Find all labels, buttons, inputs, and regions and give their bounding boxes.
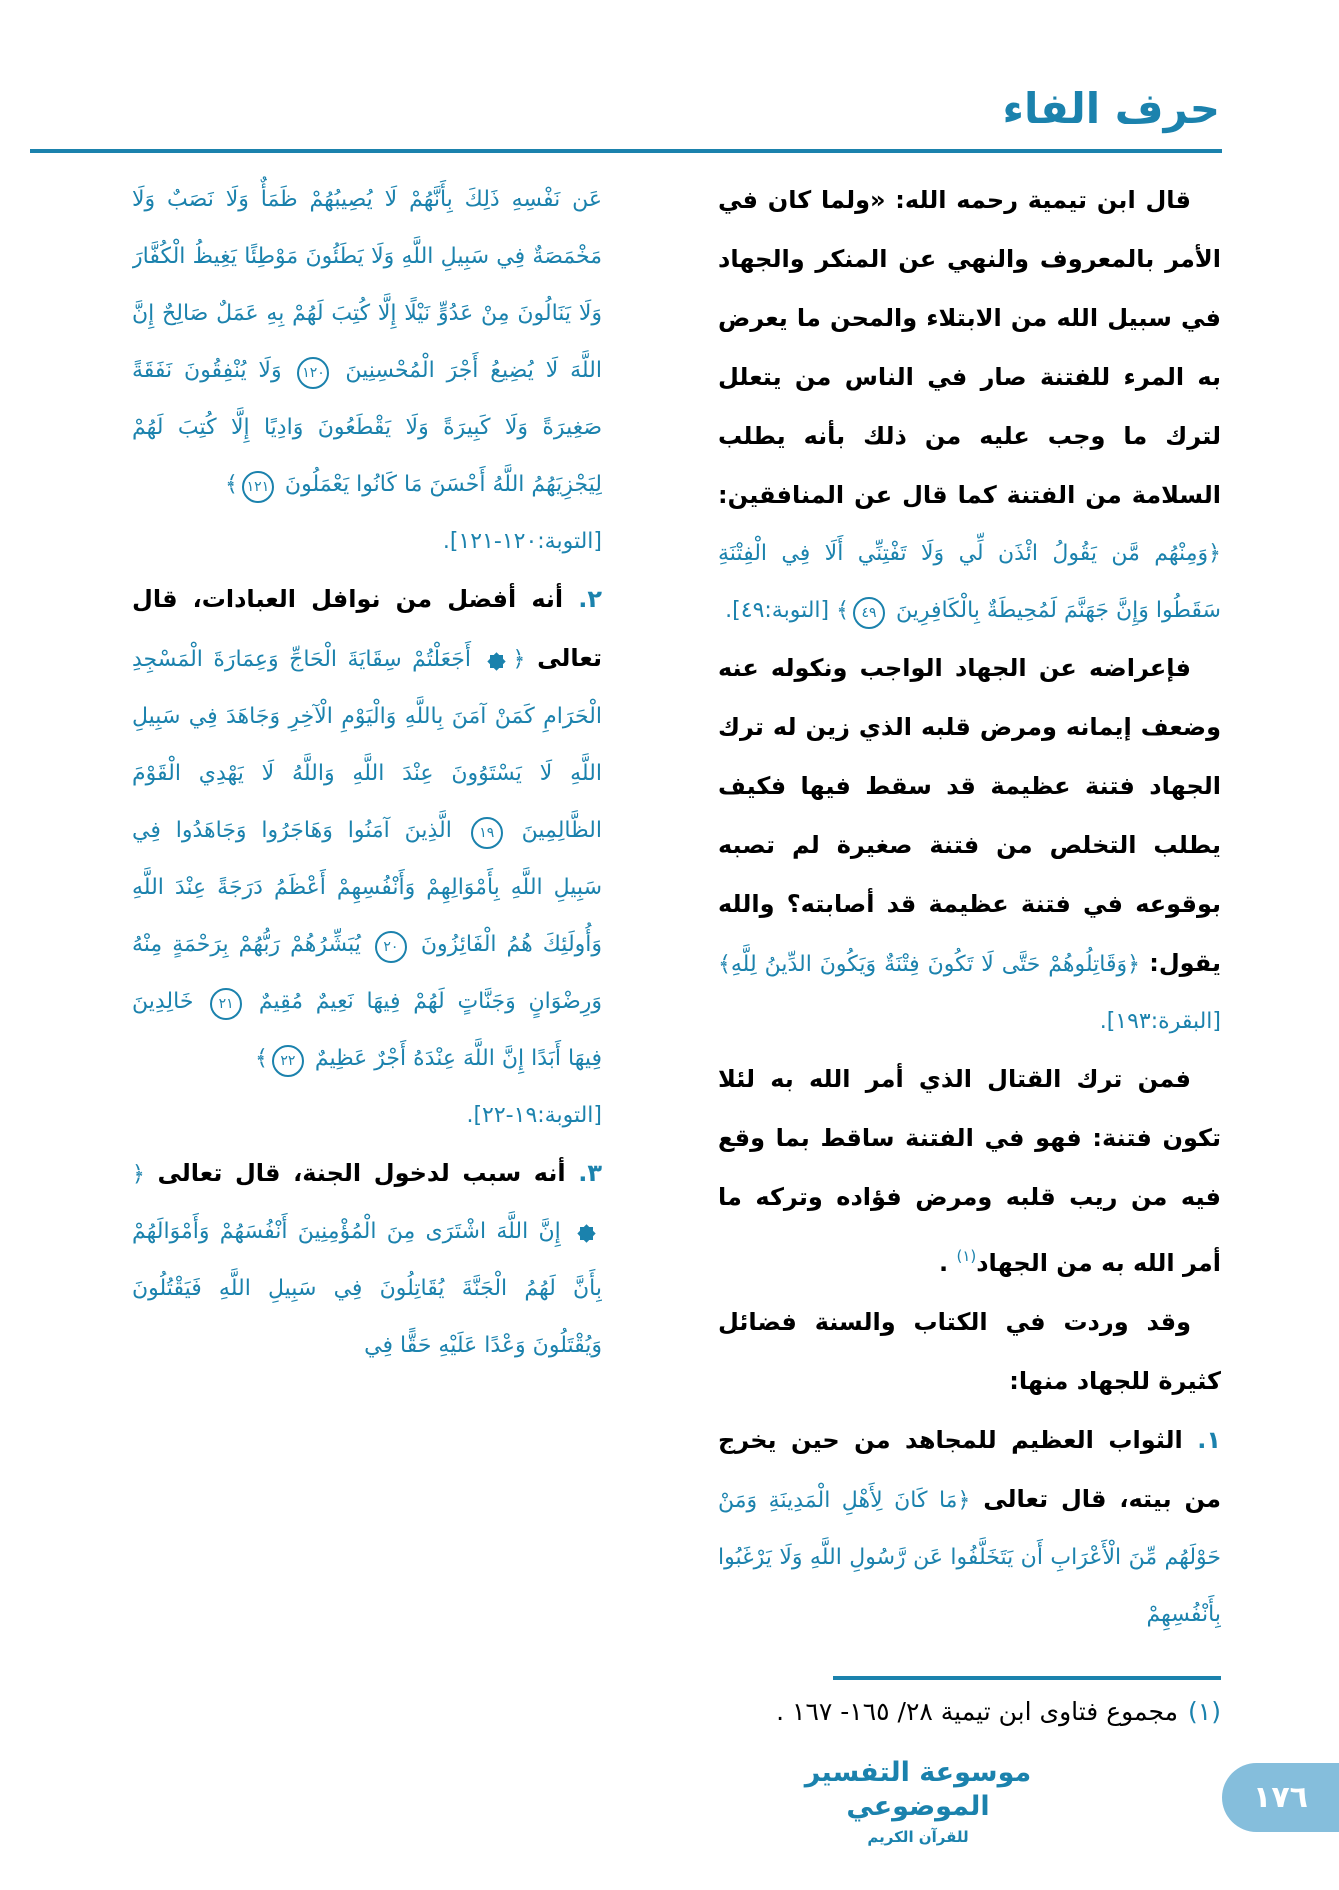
body-text: فإعراضه عن الجهاد الواجب ونكوله عنه وضعف إيمانه ومرض قلبه الذي زين له ترك الجهاد فتنة عظيمة قد سقط فيها فكيف يطلب التخلص من فتنة صغيرة لم تصبه بوقوعه في فتنة عظيمة قد أصابته؟ والله يقول:: [718, 654, 1221, 977]
paragraph: [718, 640, 1221, 1051]
logo-subtitle: للقرآن الكريم: [867, 1828, 969, 1846]
quran-text: ﴿وَقَاتِلُوهُمْ حَتَّى لَا تَكُونَ فِتْنَةٌ وَيَكُونَ الدِّينُ لِلَّهِ﴾: [718, 952, 1140, 977]
quran-verse: [132, 172, 602, 514]
list-number: ٣.: [565, 1159, 602, 1187]
quran-text: يُبَشِّرُهُمْ رَبُّهُمْ بِرَحْمَةٍ مِنْهُ وَرِضْوَانٍ وَجَنَّاتٍ لَهُمْ فِيهَا نَعِيمٌ مُقِيمٌ: [132, 932, 602, 1014]
section-header-title: حرف الفاء: [1002, 84, 1220, 133]
verse-reference-line: [132, 514, 602, 571]
paragraph: [718, 1051, 1221, 1294]
column-left: [132, 172, 602, 1644]
ayah-number-badge: ١٢٠: [297, 357, 329, 389]
ayah-number-badge: ٢٢: [272, 1045, 304, 1077]
body-text: قال ابن تيمية رحمه الله: «ولما كان في الأمر بالمعروف والنهي عن المنكر والجهاد في سبيل الله من الابتلاء والمحن ما يعرض به المرء للفتنة صار في الناس من يتعلل لترك ما وجب عليه من ذلك بأنه يطلب السلامة من الفتنة كما قال عن المنافقين:: [718, 186, 1221, 509]
quran-text: ﴿: [132, 1162, 145, 1187]
verse-reference: [التوبة:١٩-٢٢].: [466, 1103, 602, 1128]
page-number-tab: [1222, 1763, 1339, 1832]
body-text: وقد وردت في الكتاب والسنة فضائل كثيرة للجهاد منها:: [718, 1308, 1221, 1395]
list-number: ١.: [1182, 1426, 1221, 1454]
ayah-number-badge: ٢١: [210, 988, 242, 1020]
verse-reference-line: [132, 1088, 602, 1145]
publisher-logo: [738, 1756, 1098, 1846]
two-column-text: [132, 172, 1221, 1644]
quran-text: ﴾: [225, 472, 238, 497]
ayah-number-badge: ٢٠: [375, 931, 407, 963]
quran-text: عَن نَفْسِهِ ذَلِكَ بِأَنَّهُمْ لَا يُصِيبُهُمْ ظَمَأٌ وَلَا نَصَبٌ وَلَا مَخْمَصَةٌ فِي سَبِيلِ اللَّهِ وَلَا يَطَئُونَ مَوْطِئًا يَغِيظُ الْكُفَّارَ وَلَا يَنَالُونَ مِنْ عَدُوٍّ نَيْلًا إِلَّا كُتِبَ لَهُمْ بِهِ عَمَلٌ صَالِحٌ إِنَّ اللَّهَ لَا يُضِيعُ أَجْرَ الْمُحْسِنِينَ: [132, 187, 602, 383]
rub-el-hizb-icon: [578, 1225, 595, 1242]
footnote-marker: (١): [1188, 1697, 1221, 1726]
quran-text: خَالِدِينَ فِيهَا أَبَدًا إِنَّ اللَّهَ عِنْدَهُ أَجْرٌ عَظِيمٌ: [132, 989, 602, 1071]
quran-text: ﴿: [512, 647, 526, 672]
verse-reference: [التوبة:٤٩].: [725, 598, 837, 623]
footnote-ref: (١): [956, 1247, 977, 1265]
footnote: [621, 1694, 1221, 1730]
verse-reference: [التوبة:١٢٠-١٢١].: [442, 529, 602, 554]
body-text: .: [938, 1249, 957, 1277]
body-text: أنه أفضل من نوافل العبادات، قال تعالى: [132, 585, 602, 672]
page-number: ١٧٦: [1253, 1780, 1308, 1815]
logo-title: موسوعة التفسير الموضوعي: [804, 1757, 1032, 1822]
quran-text: أَجَعَلْتُمْ سِقَايَةَ الْحَاجِّ وَعِمَارَةَ الْمَسْجِدِ الْحَرَامِ كَمَنْ آمَنَ بِاللَّهِ وَالْيَوْمِ الْآخِرِ وَجَاهَدَ فِي سَبِيلِ اللَّهِ لَا يَسْتَوُونَ عِنْدَ اللَّهِ وَاللَّهُ لَا يَهْدِي الْقَوْمَ الظَّالِمِينَ: [132, 647, 602, 843]
footnote-text: مجموع فتاوى ابن تيمية ٢٨/ ١٦٥- ١٦٧ .: [776, 1697, 1179, 1726]
list-number: ٢.: [563, 585, 602, 613]
list-item: [718, 1412, 1221, 1644]
list-item: [132, 1145, 602, 1375]
paragraph: [718, 172, 1221, 640]
quran-text: الَّذِينَ آمَنُوا وَهَاجَرُوا وَجَاهَدُوا فِي سَبِيلِ اللَّهِ بِأَمْوَالِهِمْ وَأَنْفُسِهِمْ أَعْظَمُ دَرَجَةً عِنْدَ اللَّهِ وَأُولَئِكَ هُمُ الْفَائِزُونَ: [132, 818, 602, 957]
ayah-number-badge: ٤٩: [853, 597, 885, 629]
quran-text: ﴾: [254, 1046, 268, 1071]
ayah-number-badge: ١٢١: [242, 471, 274, 503]
quran-text: ﴿وَمِنْهُم مَّن يَقُولُ ائْذَن لِّي وَلَا تَفْتِنِّي أَلَا فِي الْفِتْنَةِ سَقَطُوا وَإِنَّ جَهَنَّمَ لَمُحِيطَةٌ بِالْكَافِرِينَ: [718, 541, 1221, 623]
footnote-separator: [833, 1676, 1221, 1680]
quran-text: ﴿مَا كَانَ لِأَهْلِ الْمَدِينَةِ وَمَنْ حَوْلَهُم مِّنَ الْأَعْرَابِ أَن يَتَخَلَّفُوا عَن رَّسُولِ اللَّهِ وَلَا يَرْغَبُوا بِأَنْفُسِهِمْ: [718, 1488, 1221, 1627]
paragraph: [718, 1294, 1221, 1412]
rub-el-hizb-icon: [488, 653, 505, 670]
body-text: الثواب العظيم للمجاهد من حين يخرج من بيته، قال تعالى: [718, 1426, 1221, 1513]
quran-text: وَلَا يُنْفِقُونَ نَفَقَةً صَغِيرَةً وَلَا كَبِيرَةً وَلَا يَقْطَعُونَ وَادِيًا إِلَّا كُتِبَ لَهُمْ لِيَجْزِيَهُمُ اللَّهُ أَحْسَنَ مَا كَانُوا يَعْمَلُونَ: [132, 358, 602, 497]
header-rule: [30, 149, 1222, 153]
quran-text: ﴾: [836, 598, 850, 623]
verse-reference: [البقرة:١٩٣].: [1099, 1009, 1221, 1034]
body-text: فمن ترك القتال الذي أمر الله به لئلا تكون فتنة: فهو في الفتنة ساقط بما وقع فيه من ريب قلبه ومرض فؤاده وتركه ما أمر الله به من الجهاد: [718, 1065, 1221, 1277]
quran-text: إِنَّ اللَّهَ اشْتَرَى مِنَ الْمُؤْمِنِينَ أَنْفُسَهُمْ وَأَمْوَالَهُمْ بِأَنَّ لَهُمُ الْجَنَّةَ يُقَاتِلُونَ فِي سَبِيلِ اللَّهِ فَيَقْتُلُونَ وَيُقْتَلُونَ وَعْدًا عَلَيْهِ حَقًّا فِي: [132, 1219, 602, 1358]
list-item: [132, 571, 602, 1088]
ayah-number-badge: ١٩: [471, 817, 503, 849]
body-text: أنه سبب لدخول الجنة، قال تعالى: [144, 1159, 566, 1187]
footnote-area: [621, 1676, 1221, 1730]
column-right: [718, 172, 1221, 1644]
